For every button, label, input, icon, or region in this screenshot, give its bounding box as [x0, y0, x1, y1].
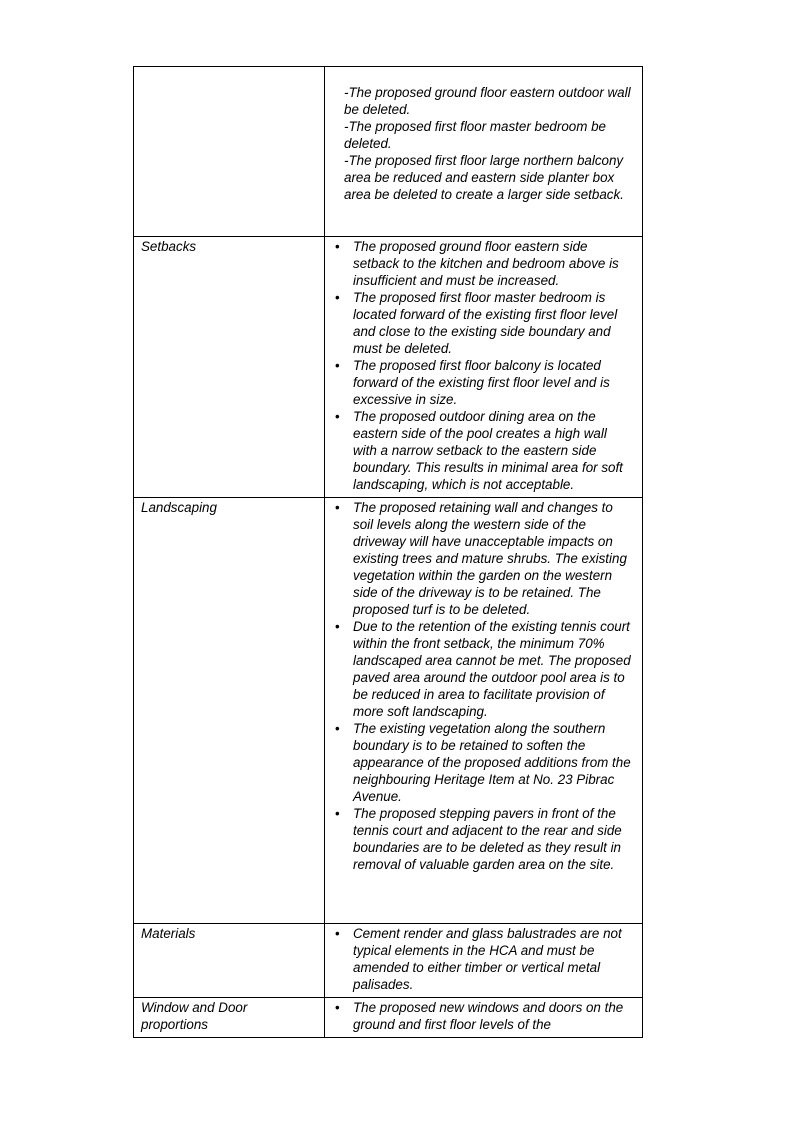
row-content-cell — [325, 998, 643, 1038]
list-item: • The proposed ground floor eastern side setback to the kitchen and bedroom above is insufficient and must be increased. — [335, 239, 619, 288]
row-content-cell — [325, 67, 643, 237]
bullet-icon: • — [335, 290, 340, 305]
table-row — [134, 924, 643, 998]
table-row — [134, 998, 643, 1038]
list-item: • The proposed outdoor dining area on the eastern side of the pool creates a high wall with a narrow setback to the eastern side boundary. This results in minimal area for soft landscaping, which is not acceptable. — [335, 409, 623, 492]
paragraph: -The proposed first floor large northern balcony area be reduced and eastern side planter box area be deleted to create a larger side setback. — [344, 153, 624, 202]
bullet-icon: • — [335, 806, 340, 821]
row-label: Landscaping — [141, 500, 217, 515]
bullet-icon: • — [335, 500, 340, 515]
list-item: • The proposed first floor master bedroom is located forward of the existing first floor level and close to the existing side boundary and must be deleted. — [335, 290, 618, 356]
bullet-icon: • — [335, 358, 340, 373]
row-label: Setbacks — [141, 239, 197, 254]
paragraph: -The proposed ground floor eastern outdoor wall be deleted. — [344, 85, 631, 117]
list-item: • Due to the retention of the existing tennis court within the front setback, the minimum 70% landscaped area cannot be met. The proposed paved area around the outdoor pool area is to be reduced in area to facilitate provision of more soft landscaping. — [335, 619, 631, 719]
row-label — [134, 67, 324, 68]
bullet-icon: • — [335, 619, 340, 634]
row-label-cell — [134, 498, 325, 924]
row-label: Materials — [141, 926, 196, 941]
paragraph: -The proposed first floor master bedroom be deleted. — [344, 119, 606, 151]
table-row — [134, 237, 643, 498]
bullet-icon: • — [335, 409, 340, 424]
bullet-list — [325, 925, 634, 993]
list-item: • The proposed stepping pavers in front of the tennis court and adjacent to the rear and side boundaries are to be deleted as they result in removal of valuable garden area on the site. — [335, 806, 622, 872]
table-row — [134, 67, 643, 237]
row-label-cell — [134, 67, 325, 237]
bullet-icon: • — [335, 926, 340, 941]
bullet-icon: • — [335, 1000, 340, 1015]
table-row — [134, 498, 643, 924]
row-label-cell — [134, 237, 325, 498]
row-label: Window and Door proportions — [141, 1000, 248, 1032]
bullet-icon: • — [335, 721, 340, 736]
bullet-list — [325, 999, 634, 1033]
bullet-icon: • — [335, 239, 340, 254]
list-item: • Cement render and glass balustrades are not typical elements in the HCA and must be amended to either timber or vertical metal palisades. — [335, 926, 622, 992]
row-content-cell — [325, 924, 643, 998]
list-item: • The proposed new windows and doors on the ground and first floor levels of the — [335, 1000, 624, 1032]
list-item: • The existing vegetation along the southern boundary is to be retained to soften the appearance of the proposed additions from the neighbouring Heritage Item at No. 23 Pibrac Avenue. — [335, 721, 631, 804]
bullet-list — [325, 499, 634, 873]
list-item: • The proposed first floor balcony is located forward of the existing first floor level and is excessive in size. — [335, 358, 610, 407]
row-content-cell — [325, 237, 643, 498]
row-content-cell — [325, 498, 643, 924]
bullet-list — [325, 238, 634, 493]
row-label-cell — [134, 998, 325, 1038]
heritage-assessment-table — [133, 66, 643, 1038]
list-item: • The proposed retaining wall and changes to soil levels along the western side of the driveway will have unacceptable impacts on existing trees and mature shrubs. The existing vegetation within the garden on the western side of the driveway is to be retained. The proposed turf is to be deleted. — [335, 500, 627, 617]
row-label-cell — [134, 924, 325, 998]
